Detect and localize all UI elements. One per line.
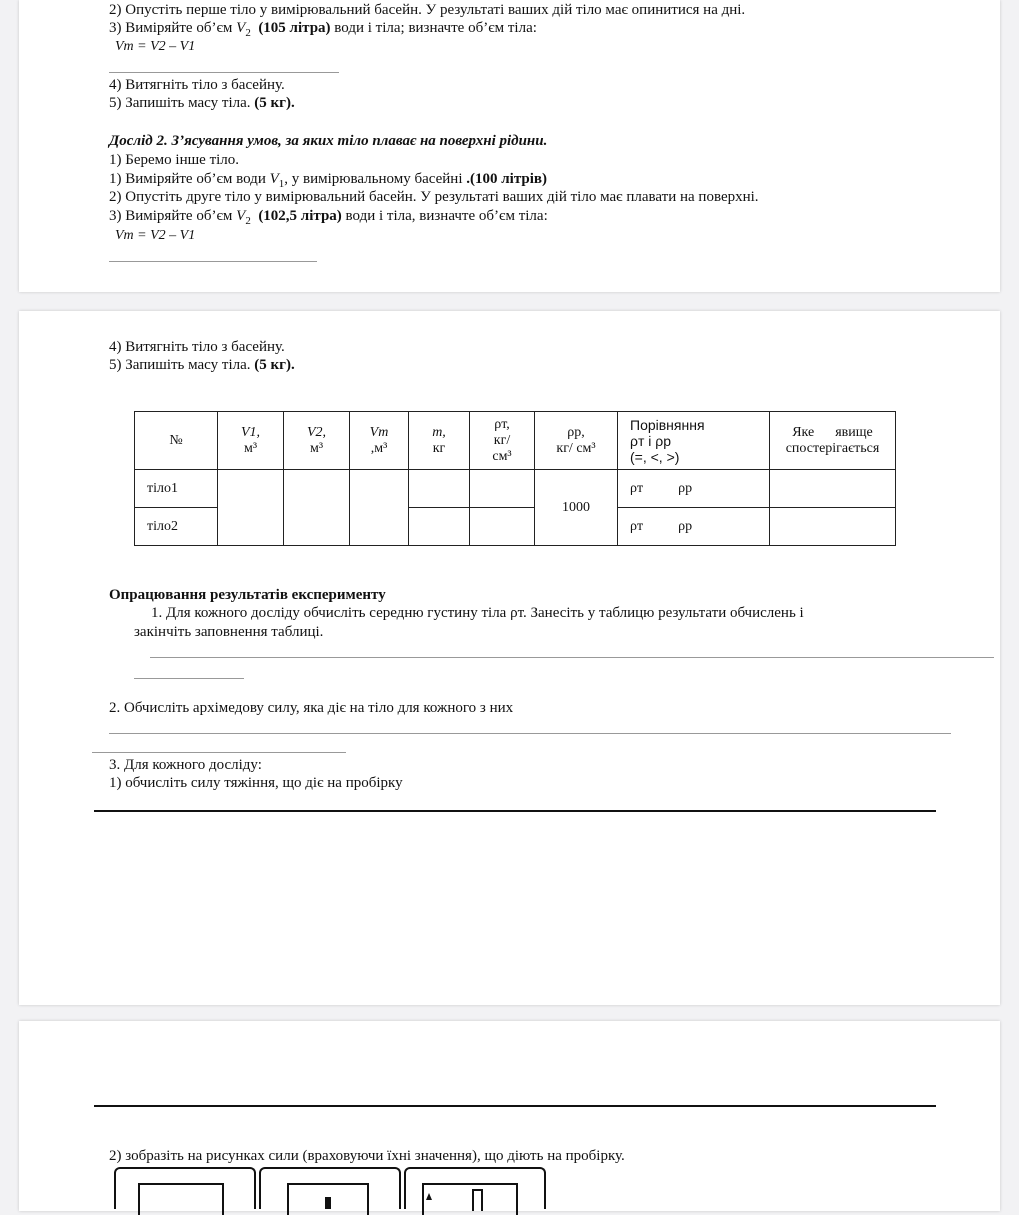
col-number: №	[135, 412, 218, 470]
task-1-text-cont: закінчіть заповнення таблиці.	[134, 624, 324, 640]
answer-line	[94, 810, 936, 812]
cell-mass	[409, 508, 470, 546]
test-tube-figure-3	[404, 1167, 546, 1209]
cell-rho-body	[470, 470, 535, 508]
answer-line	[92, 752, 346, 753]
volume-formula: Vт = V2 – V1	[115, 39, 196, 54]
step-2-text: 2) Опустіть перше тіло у вимірювальний басейн. У результаті ваших дій тіло має опинитися на дні.	[109, 2, 746, 18]
answer-line	[109, 733, 951, 734]
col-phenomenon: Яке явище спостерігається	[770, 412, 896, 470]
answer-line	[109, 261, 317, 262]
cell-vt	[350, 470, 409, 546]
page-1	[19, 0, 1000, 292]
answer-line	[94, 1105, 936, 1107]
col-mass: m, кг	[409, 412, 470, 470]
step-5-text: 5) Запишіть масу тіла. (5 кг).	[109, 357, 295, 373]
answer-line	[134, 678, 244, 679]
volume-formula-2: Vт = V2 – V1	[115, 228, 196, 243]
task-3-2-text: 2) зобразіть на рисунках сили (враховуючи їхні значення), що діють на пробірку.	[109, 1148, 625, 1164]
task-2-text: 2. Обчисліть архімедову силу, яка діє на тіло для кожного з них	[109, 700, 514, 716]
cell-v1	[218, 470, 284, 546]
page-2	[19, 311, 1000, 1005]
cell-rho-liquid: 1000	[535, 470, 618, 546]
answer-line	[150, 657, 994, 658]
cell-v2	[284, 470, 350, 546]
cell-rho-body	[470, 508, 535, 546]
row-label-body2: тіло2	[135, 508, 218, 546]
answer-line	[109, 72, 339, 73]
task-1-text: 1. Для кожного досліду обчисліть середню густину тіла ρт. Занесіть у таблицю результати обчислень і	[151, 605, 804, 621]
test-tube-figure-1	[114, 1167, 256, 1209]
exp2-step-1a: 1) Беремо інше тіло.	[109, 152, 240, 168]
cell-phenomenon	[770, 470, 896, 508]
test-tube-figure-2	[259, 1167, 401, 1209]
exp2-step-3: 3) Виміряйте об’єм $V_2$ (102,5 літра) води і тіла, визначте об’єм тіла:	[109, 208, 548, 227]
cell-phenomenon	[770, 508, 896, 546]
col-vt: Vт ,м³	[350, 412, 409, 470]
col-v1: V1, м³	[218, 412, 284, 470]
cell-mass	[409, 470, 470, 508]
col-rho-body: ρт, кг/ см³	[470, 412, 535, 470]
page-3	[19, 1021, 1000, 1211]
col-comparison: Порівняння ρт і ρр (=, <, >)	[618, 412, 770, 470]
step-5-text: 5) Запишіть масу тіла. (5 кг).	[109, 95, 295, 111]
col-v2: V2, м³	[284, 412, 350, 470]
step-4-text: 4) Витягніть тіло з басейну.	[109, 77, 285, 93]
experiment-2-title: Дослід 2. З’ясування умов, за яких тіло плаває на поверхні рідини.	[109, 133, 548, 149]
processing-title: Опрацювання результатів експерименту	[109, 587, 386, 603]
step-4-text: 4) Витягніть тіло з басейну.	[109, 339, 285, 355]
row-label-body1: тіло1	[135, 470, 218, 508]
cell-comparison: ρт ρр	[618, 470, 770, 508]
cell-comparison: ρт ρр	[618, 508, 770, 546]
task-3-text: 3. Для кожного досліду:	[109, 757, 262, 773]
col-rho-liquid: ρр, кг/ см³	[535, 412, 618, 470]
results-table	[134, 411, 896, 546]
exp2-step-2: 2) Опустіть друге тіло у вимірювальний басейн. У результаті ваших дій тіло має плавати на поверхні.	[109, 189, 759, 205]
task-3-1-text: 1) обчисліть силу тяжіння, що діє на пробірку	[109, 775, 403, 791]
step-3-text: 3) Виміряйте об’єм $V_2$ (105 літра) води і тіла; визначте об’єм тіла:	[109, 20, 537, 39]
exp2-step-1b: 1) Виміряйте об’єм води $V_1$, у вимірювальному басейні .(100 літрів)	[109, 171, 547, 190]
